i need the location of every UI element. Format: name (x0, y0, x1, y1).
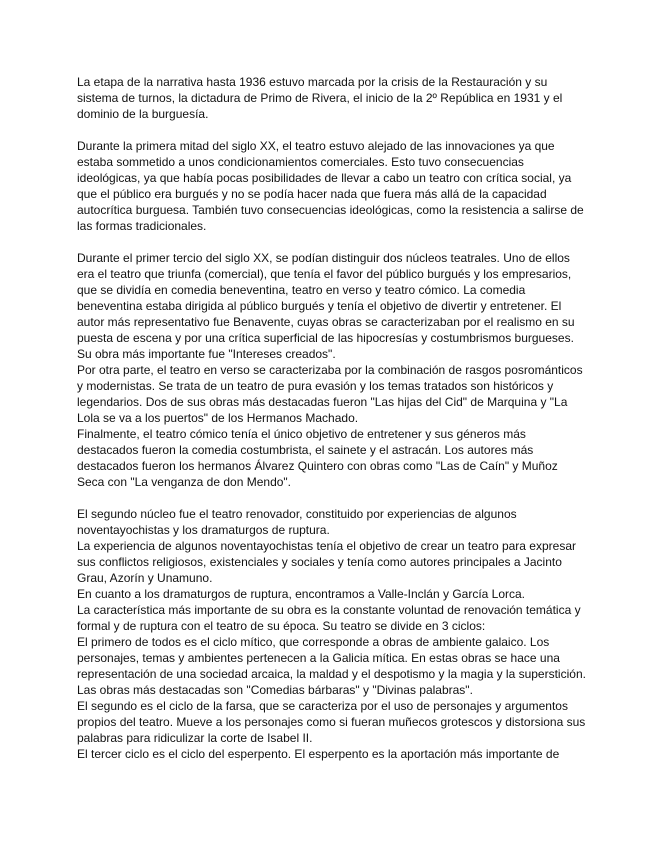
text-line: era el teatro que triunfa (comercial), que tenía el favor del público burgués y los empresarios, (77, 267, 572, 281)
text-line: Por otra parte, el teatro en verso se caracterizaba por la combinación de rasgos posrománticos (77, 363, 583, 377)
text-line: ideológicas, ya que había pocas posibilidades de llevar a cabo un teatro con crítica social, ya (77, 171, 572, 185)
text-line: propios del teatro. Mueve a los personajes como si fueran muñecos grotescos y distorsiona sus (77, 715, 586, 729)
text-line: palabras para ridiculizar la corte de Isabel II. (77, 731, 313, 745)
text-line: que el público era burgués y no se podía hacer nada que fuera más allá de la capacidad (77, 187, 547, 201)
text-line: La etapa de la narrativa hasta 1936 estuvo marcada por la crisis de la Restauración y su (77, 75, 548, 89)
text-line: Su obra más importante fue "Intereses creados". (77, 347, 336, 361)
text-line: Durante el primer tercio del siglo XX, se podían distinguir dos núcleos teatrales. Uno de ellos (77, 251, 570, 265)
text-line: las formas tradicionales. (77, 219, 207, 233)
paragraph (77, 506, 586, 762)
text-line: En cuanto a los dramaturgos de ruptura, encontramos a Valle-Inclán y García Lorca. (77, 587, 526, 601)
text-line: sistema de turnos, la dictadura de Primo de Rivera, el inicio de la 2º República en 1931 y el (77, 91, 563, 105)
text-line: La experiencia de algunos noventayochistas tenía el objetivo de crear un teatro para expresar (77, 539, 576, 553)
text-line: Grau, Azorín y Unamuno. (77, 571, 213, 585)
text-line: puesta de escena y por una crítica superficial de las hipocresías y costumbrismos burgueses. (77, 331, 574, 345)
text-line: que se dividía en comedia beneventina, teatro en verso y teatro cómico. La comedia (77, 283, 526, 297)
paragraph-spacer (77, 490, 577, 506)
paragraph-spacer (77, 122, 577, 138)
text-line: Finalmente, el teatro cómico tenía el único objetivo de entretener y sus géneros más (77, 427, 526, 441)
text-line: El segundo es el ciclo de la farsa, que se caracteriza por el uso de personajes y argumentos (77, 699, 568, 713)
text-line: dominio de la burguesía. (77, 107, 209, 121)
text-line: estaba sommetido a unos condicionamientos comerciales. Esto tuvo consecuencias (77, 155, 524, 169)
text-line: noventayochistas y los dramaturgos de ruptura. (77, 523, 330, 537)
text-line: sus conflictos religiosos, existenciales y sociales y tenía como autores principales a Jacinto (77, 555, 562, 569)
text-line: personajes, temas y ambientes pertenecen a la Galicia mítica. En estas obras se hace una (77, 651, 560, 665)
paragraph (77, 250, 583, 490)
text-line: El primero de todos es el ciclo mítico, que corresponde a obras de ambiente galaico. Los (77, 635, 550, 649)
text-line: y modernistas. Se trata de un teatro de pura evasión y los temas tratados son históricos y (77, 379, 554, 393)
text-line: autor más representativo fue Benavente, cuyas obras se caracterizaban por el realismo en su (77, 315, 575, 329)
text-line: El tercer ciclo es el ciclo del esperpento. El esperpento es la aportación más importante de (77, 747, 560, 761)
text-line: El segundo núcleo fue el teatro renovador, constituido por experiencias de algunos (77, 507, 517, 521)
paragraph (77, 138, 584, 234)
text-line: destacados fueron los hermanos Álvarez Quintero con obras como "Las de Caín" y Muñoz (77, 459, 558, 473)
text-line: legendarios. Dos de sus obras más destacadas fueron "Las hijas del Cid" de Marquina y "La (77, 395, 568, 409)
document-body (77, 74, 586, 762)
text-line: Las obras más destacadas son "Comedias bárbaras" y "Divinas palabras". (77, 683, 473, 697)
text-line: Durante la primera mitad del siglo XX, el teatro estuvo alejado de las innovaciones ya que (77, 139, 555, 153)
text-line: Lola se va a los puertos" de los Hermanos Machado. (77, 411, 359, 425)
text-line: autocrítica burguesa. También tuvo consecuencias ideológicas, como la resistencia a salirse de (77, 203, 584, 217)
paragraph (77, 74, 577, 122)
paragraph-spacer (77, 234, 577, 250)
text-line: beneventina estaba dirigida al público burgués y tenía el objetivo de divertir y entretener. El (77, 299, 562, 313)
text-line: representación de una sociedad arcaica, la maldad y el despotismo y la magia y la superstición. (77, 667, 586, 681)
text-line: La característica más importante de su obra es la constante voluntad de renovación temática y (77, 603, 581, 617)
text-line: Seca con "La venganza de don Mendo". (77, 475, 292, 489)
text-line: destacados fueron la comedia costumbrista, el sainete y el astracán. Los autores más (77, 443, 534, 457)
text-line: formal y de ruptura con el teatro de su época. Su teatro se divide en 3 ciclos: (77, 619, 486, 633)
